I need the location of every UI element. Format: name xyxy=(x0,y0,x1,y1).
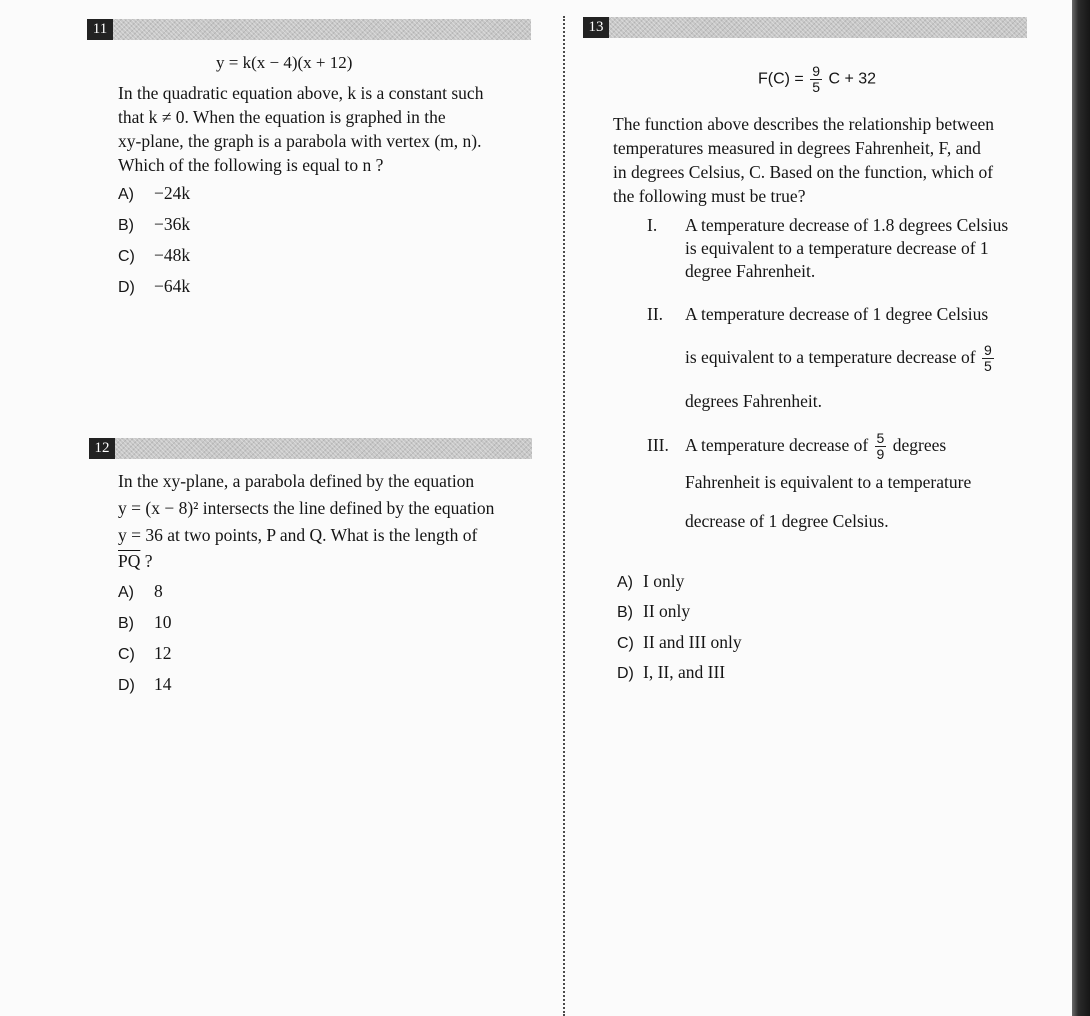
option-letter: D) xyxy=(118,677,135,694)
fraction-denominator: 5 xyxy=(812,79,821,95)
q13-statement-ii-text: is equivalent to a temperature decrease of xyxy=(685,347,976,367)
q11-text-line-1: In the quadratic equation above, k is a constant such xyxy=(118,83,484,103)
question-number-12: 12 xyxy=(89,438,115,459)
q12-segment-pq: $\overline{PQ}$ xyxy=(118,551,141,571)
fraction-denominator: 5 xyxy=(983,358,992,375)
q13-equation xyxy=(758,64,876,95)
option-value: 12 xyxy=(154,643,172,663)
option-letter: C) xyxy=(118,248,135,265)
q13-option-a[interactable] xyxy=(617,571,684,592)
q13-statement-iii-text-pre: A temperature decrease of xyxy=(685,435,869,455)
q13-text-line-3: in degrees Celsius, C. Based on the function, which of xyxy=(613,162,994,182)
option-value: II only xyxy=(643,601,691,621)
q12-option-c[interactable] xyxy=(118,643,172,664)
q12-text-line-1: In the xy-plane, a parabola defined by the equation xyxy=(118,471,475,491)
fraction-numerator: 5 xyxy=(876,430,885,447)
question-header-bar-11 xyxy=(113,19,531,40)
q13-statement-iii-line-1 xyxy=(685,420,946,470)
q13-statement-iii-line-3: decrease of 1 degree Celsius. xyxy=(685,511,889,531)
q11-equation: y = k(x − 4)(x + 12) xyxy=(216,53,353,72)
option-value: I only xyxy=(643,571,685,591)
question-header-bar-13 xyxy=(609,17,1027,38)
option-value: II and III only xyxy=(643,632,742,652)
option-letter: A) xyxy=(118,584,134,601)
option-letter: A) xyxy=(118,186,134,203)
q13-statement-i-label: I. xyxy=(647,215,658,235)
q13-statement-i-line-3: degree Fahrenheit. xyxy=(685,261,816,281)
q12-text-line-2: y = (x − 8)² intersects the line defined by the equation xyxy=(118,498,495,518)
option-letter: C) xyxy=(617,635,634,652)
option-value: 14 xyxy=(154,674,172,694)
option-letter: D) xyxy=(617,665,634,682)
option-value: −24k xyxy=(154,183,191,203)
q13-statement-i-line-1: A temperature decrease of 1.8 degrees Celsius xyxy=(685,215,1009,235)
q13-text-line-1: The function above describes the relationship between xyxy=(613,114,994,134)
q11-text-line-4: Which of the following is equal to n ? xyxy=(118,155,384,175)
q13-statement-iii-fraction xyxy=(875,431,887,462)
q13-option-d[interactable] xyxy=(617,662,725,683)
q13-statement-ii-line-1: A temperature decrease of 1 degree Celsius xyxy=(685,304,989,324)
option-letter: B) xyxy=(617,604,633,621)
option-letter: D) xyxy=(118,279,135,296)
option-value: 8 xyxy=(154,581,163,601)
q13-statement-i-line-2: is equivalent to a temperature decrease of 1 xyxy=(685,238,989,258)
q13-text-line-4: the following must be true? xyxy=(613,186,806,206)
q13-statement-ii-line-2 xyxy=(685,332,996,382)
question-number-13: 13 xyxy=(583,17,609,38)
q13-text-line-2: temperatures measured in degrees Fahrenheit, F, and xyxy=(613,138,981,158)
q13-equation-rhs: C + 32 xyxy=(828,70,877,88)
q13-statement-ii-label: II. xyxy=(647,304,664,324)
fraction-numerator: 9 xyxy=(983,342,992,359)
option-value: 10 xyxy=(154,612,172,632)
q12-option-b[interactable] xyxy=(118,612,172,633)
page-edge-shadow xyxy=(1072,0,1090,1016)
q13-statement-iii-line-2: Fahrenheit is equivalent to a temperature xyxy=(685,472,972,492)
q11-option-c[interactable] xyxy=(118,245,190,266)
q13-option-b[interactable] xyxy=(617,601,690,622)
q12-text-line-3: y = 36 at two points, P and Q. What is the length of xyxy=(118,525,478,545)
fraction-denominator: 9 xyxy=(876,446,885,463)
question-number-11: 11 xyxy=(87,19,113,40)
option-letter: C) xyxy=(118,646,135,663)
q13-equation-fraction xyxy=(810,64,822,95)
q13-statement-ii-line-3: degrees Fahrenheit. xyxy=(685,391,823,411)
q12-segment-suffix: ? xyxy=(140,551,153,571)
question-header-bar-12 xyxy=(115,438,532,459)
q11-option-b[interactable] xyxy=(118,214,190,235)
q11-option-d[interactable] xyxy=(118,276,190,297)
q12-option-a[interactable] xyxy=(118,581,163,602)
q13-statement-iii-label: III. xyxy=(647,435,669,455)
q12-option-d[interactable] xyxy=(118,674,172,695)
option-value: −64k xyxy=(154,276,191,296)
q13-equation-lhs: F(C) = xyxy=(758,70,804,88)
option-value: −48k xyxy=(154,245,191,265)
option-letter: A) xyxy=(617,574,633,591)
fraction-numerator: 9 xyxy=(812,63,821,79)
column-divider xyxy=(563,16,565,1016)
q13-statement-ii-fraction xyxy=(982,343,994,374)
q11-option-a[interactable] xyxy=(118,183,190,204)
option-letter: B) xyxy=(118,217,134,234)
q13-option-c[interactable] xyxy=(617,632,742,653)
q11-text-line-2: that k ≠ 0. When the equation is graphed in the xyxy=(118,107,446,127)
option-value: I, II, and III xyxy=(643,662,726,682)
option-value: −36k xyxy=(154,214,191,234)
q13-statement-iii-text-post: degrees xyxy=(892,435,947,455)
option-letter: B) xyxy=(118,615,134,632)
q12-text-line-4 xyxy=(118,550,153,573)
q11-text-line-3: xy-plane, the graph is a parabola with vertex (m, n). xyxy=(118,131,482,151)
